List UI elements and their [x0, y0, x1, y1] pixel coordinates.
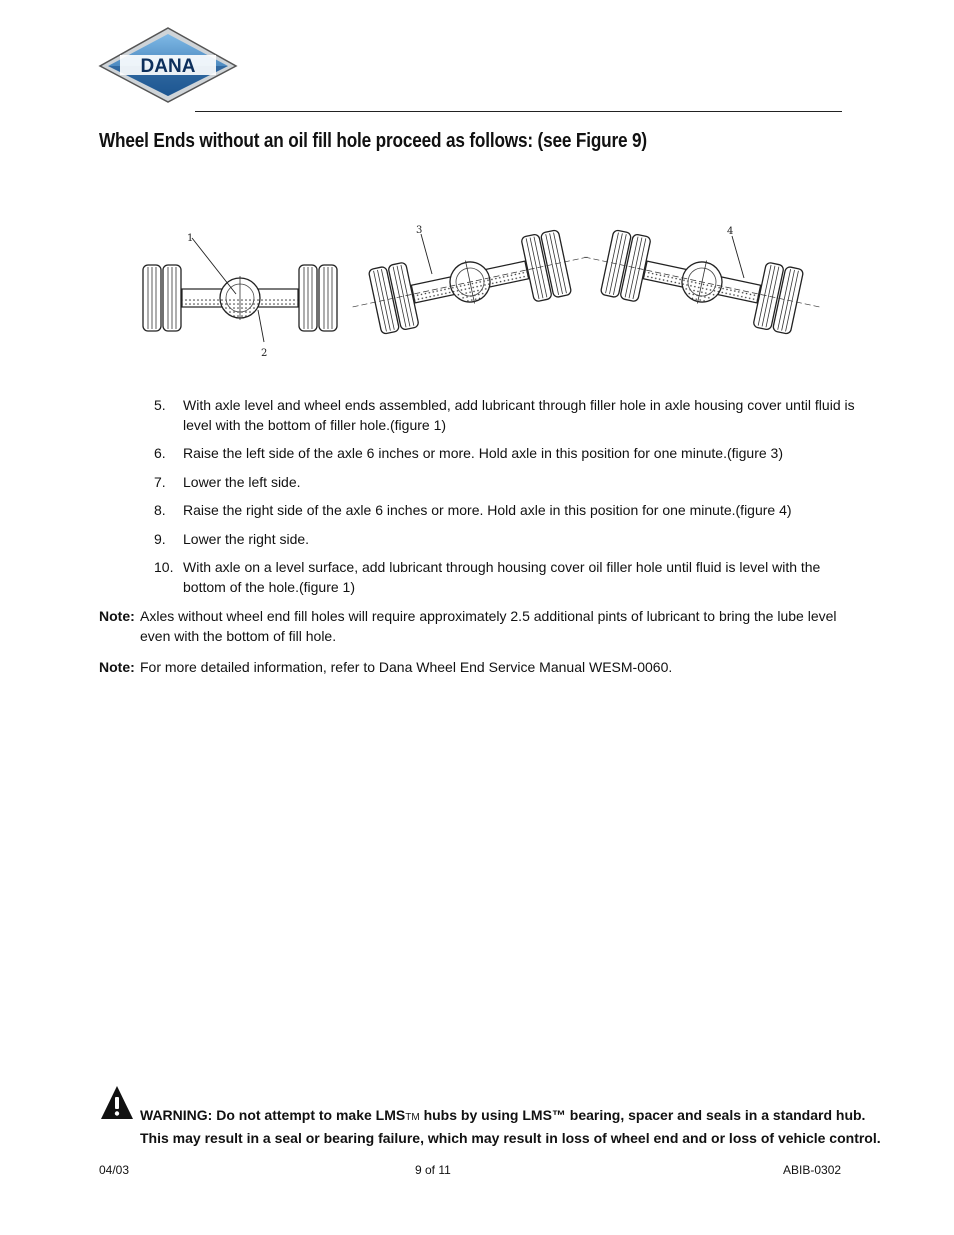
warning-line-1: WARNING: Do not attempt to make LMSTM hubs by using LMS™ bearing, spacer and seals in a standard hub.: [140, 1107, 866, 1123]
footer-page-number: 9 of 11: [415, 1163, 451, 1177]
step-text: Lower the right side.: [183, 530, 310, 547]
callout-2: 2: [261, 348, 268, 359]
warning-line-2: This may result in a seal or bearing failure, which may result in loss of wheel end and or loss of vehicle control.: [140, 1130, 881, 1146]
step-item: [146, 444, 856, 464]
step-item: [146, 473, 856, 493]
section-title: Wheel Ends without an oil fill hole proceed as follows: (see Figure 9): [99, 130, 647, 152]
step-number: 5.: [154, 397, 166, 413]
dana-logo: [98, 26, 238, 104]
note-text: For more detailed information, refer to Dana Wheel End Service Manual WESM-0060.: [140, 659, 673, 675]
callout-4: 4: [727, 226, 734, 237]
trademark-mark: TM: [405, 1112, 420, 1123]
step-number: 6.: [154, 445, 166, 461]
step-item: [146, 530, 856, 550]
step-number: 8.: [154, 502, 166, 518]
callout-1: 1: [187, 233, 194, 244]
warning-text: [140, 1105, 881, 1148]
warning-icon: [100, 1085, 134, 1121]
step-item: [146, 558, 856, 597]
step-text: Lower the left side.: [183, 473, 301, 490]
step-number: 9.: [154, 530, 166, 547]
note-label: Note:: [99, 608, 135, 624]
logo-text: DANA: [140, 56, 196, 77]
note-label: Note:: [99, 659, 135, 675]
note-text: Axles without wheel end fill holes will require approximately 2.5 additional pints of lubricant to bring the lube level even with the bottom of fill hole.: [140, 608, 837, 644]
procedure-steps: [146, 396, 856, 606]
footer-doc-id: ABIB-0302: [783, 1163, 842, 1177]
step-item: [146, 501, 856, 521]
warning-block: [100, 1085, 881, 1146]
step-text: Raise the left side of the axle 6 inches or more. Hold axle in this position for one minute.(figure 3): [183, 445, 783, 461]
note-reference: [99, 658, 844, 678]
footer-date: 04/03: [99, 1163, 130, 1177]
step-text: Raise the right side of the axle 6 inches or more. Hold axle in this position for one minute.(figure 4): [183, 502, 792, 518]
step-item: [146, 396, 856, 435]
callout-3: 3: [416, 225, 423, 236]
note-lubricant: [99, 607, 844, 646]
step-number: 7.: [154, 473, 166, 490]
axle-left-raised-drawing: [346, 225, 594, 339]
axle-level-drawing: [143, 265, 337, 331]
axle-figure: [140, 210, 820, 370]
step-text: With axle on a level surface, add lubricant through housing cover oil filler hole until fluid is level with the bottom of the hole.(figure 1): [183, 559, 821, 595]
header-rule: [195, 111, 842, 112]
axle-right-raised-drawing: [578, 225, 820, 339]
step-number: 10.: [154, 559, 174, 575]
step-text: With axle level and wheel ends assembled, add lubricant through filler hole in axle housing cover until fluid is level with the bottom of filler hole.(figure 1): [183, 397, 855, 433]
